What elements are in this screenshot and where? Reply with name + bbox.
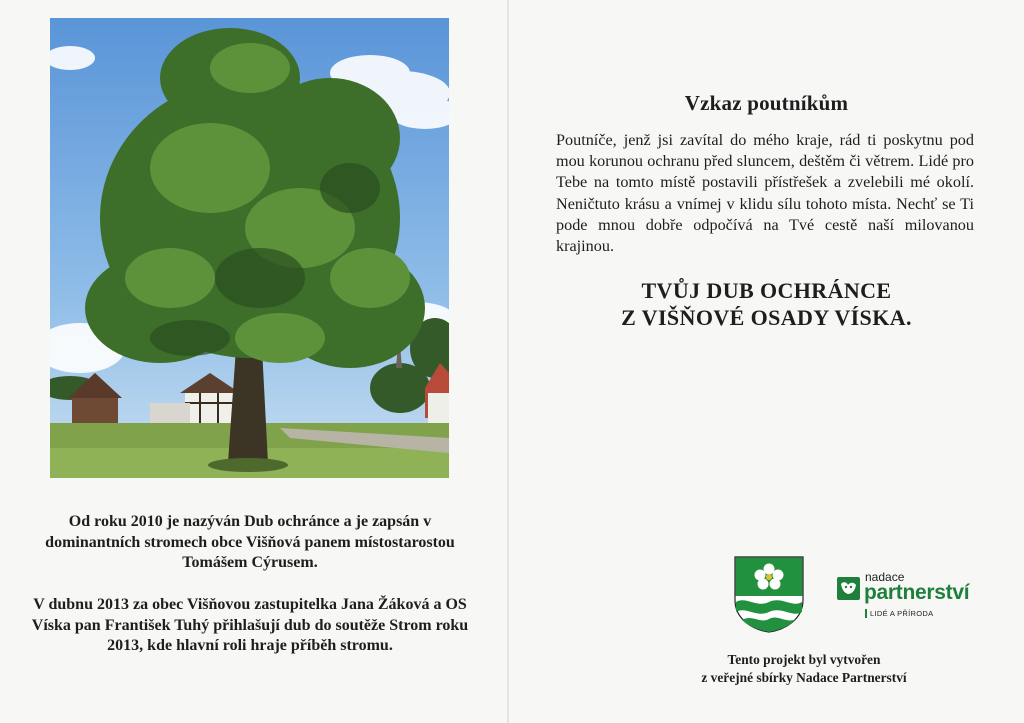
partner-logo-name: partnerství bbox=[864, 581, 970, 604]
left-page bbox=[0, 0, 507, 723]
nadace-partnerstvi-logo bbox=[837, 569, 977, 621]
caption-history-text: Od roku 2010 je nazýván Dub ochránce a je zapsán v dominantních stromech obce Višňová panem místostarostou Tomášem Cýrusem. bbox=[45, 513, 455, 571]
partner-logo-tagline: LIDÉ A PŘÍRODA bbox=[865, 609, 933, 618]
coat-of-arms-icon bbox=[734, 556, 804, 633]
partner-logo-small-text: nadace bbox=[865, 570, 905, 584]
caption-contest-text: V dubnu 2013 za obec Višňovou zastupitelka Jana Žáková a OS Víska pan František Tuhý přihlašují dub do soutěže Strom roku 2013, kde hlavní roli hraje příběh stromu. bbox=[31, 596, 469, 654]
caption-contest bbox=[30, 595, 470, 657]
message-text: Poutníče, jenž jsi zavítal do mého kraje, rád ti poskytnu pod mou korunou ochranu před sluncem, deštěm či větrem. Lidé pro Tebe na tomto místě postavili přístřešek a zvelebili mé okolí. Neničtuto krásu a vnímej v klidu sílu tohoto místa. Nechť se Ti pode mnou dobře odpočívá na Tvé cestě naší milovanou krajinou. bbox=[556, 131, 974, 256]
oak-tree-photo bbox=[50, 18, 449, 478]
funding-line-2: z veřejné sbírky Nadace Partnerství bbox=[701, 670, 907, 685]
funding-line-1: Tento projekt byl vytvořen bbox=[727, 652, 881, 667]
partnerstvi-cow-icon bbox=[837, 577, 860, 600]
message-to-pilgrims bbox=[556, 130, 974, 257]
page-title: Vzkaz poutníkům bbox=[684, 91, 849, 115]
signature bbox=[509, 277, 1024, 331]
funding-note bbox=[679, 651, 929, 687]
signature-line-1: TVŮJ DUB OCHRÁNCE bbox=[641, 278, 892, 303]
right-page bbox=[509, 0, 1024, 723]
signature-line-2: Z VIŠŇOVÉ OSADY VÍSKA. bbox=[621, 305, 912, 330]
caption-history bbox=[30, 512, 470, 574]
